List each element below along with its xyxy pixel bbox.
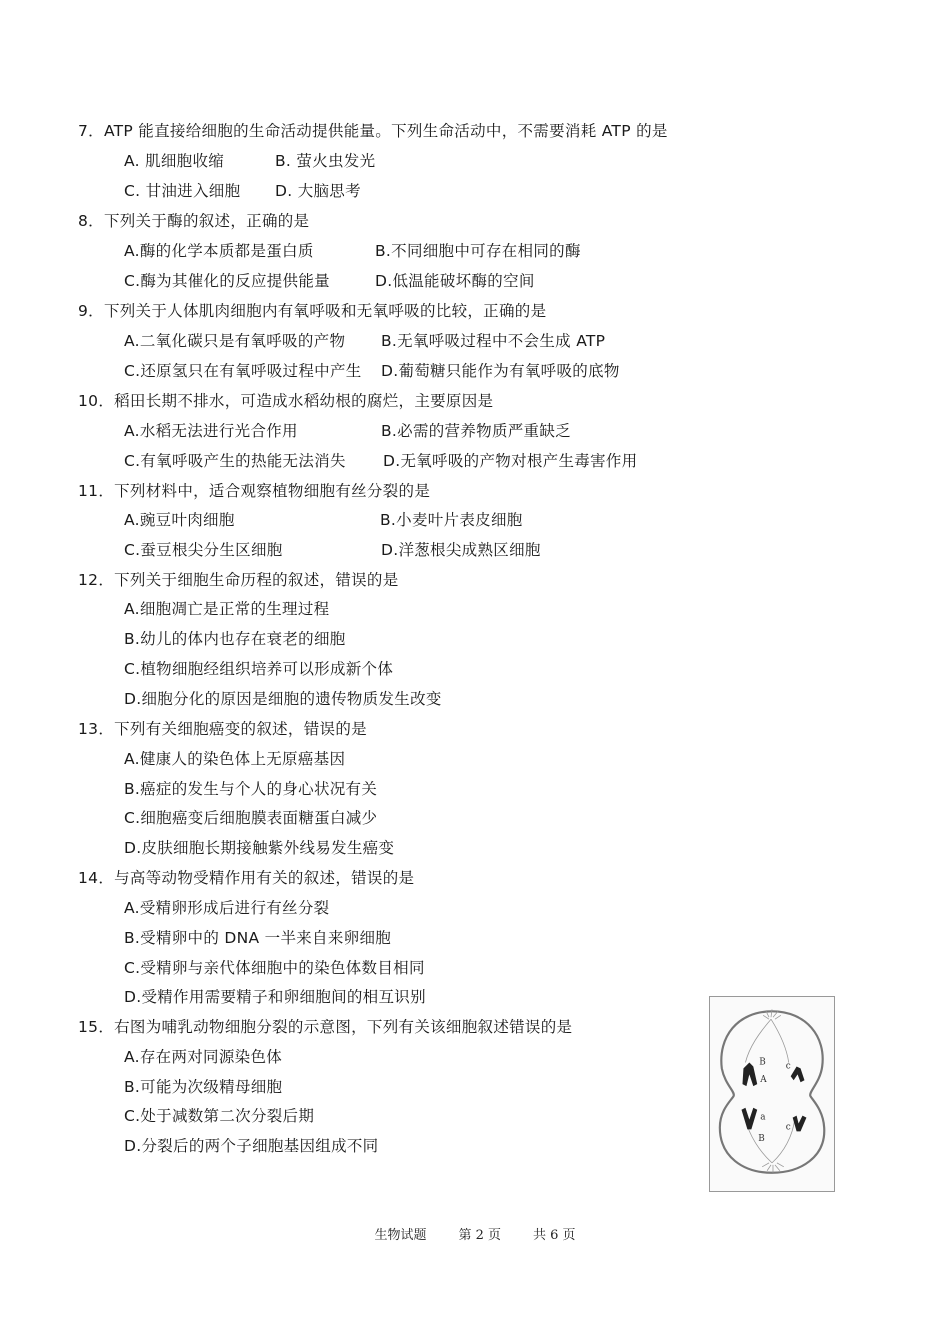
option-10d: D.无氧呼吸的产物对根产生毒害作用 <box>383 452 638 470</box>
option-15c: C.处于减数第二次分裂后期 <box>124 1107 315 1125</box>
option-14b: B.受精卵中的 DNA 一半来自来卵细胞 <box>124 929 392 947</box>
question-12-stem: 12．下列关于细胞生命历程的叙述，错误的是 <box>78 571 399 589</box>
option-15b: B.可能为次级精母细胞 <box>124 1078 283 1096</box>
question-11-stem: 11．下列材料中，适合观察植物细胞有丝分裂的是 <box>78 482 431 500</box>
option-15d: D.分裂后的两个子细胞基因组成不同 <box>124 1137 379 1155</box>
option-9a: A.二氧化碳只是有氧呼吸的产物 <box>124 332 346 350</box>
question-7-stem: 7．ATP 能直接给细胞的生命活动提供能量。下列生命活动中，不需要消耗 ATP 的是 <box>78 122 668 140</box>
option-8a: A.酶的化学本质都是蛋白质 <box>124 242 314 260</box>
question-14-stem: 14．与高等动物受精作用有关的叙述，错误的是 <box>78 869 415 887</box>
option-9c: C.还原氢只在有氧呼吸过程中产生 <box>124 362 362 380</box>
option-12c: C.植物细胞经组织培养可以形成新个体 <box>124 660 394 678</box>
lower-chromosome-right <box>793 1116 807 1132</box>
option-11d: D.洋葱根尖成熟区细胞 <box>381 541 541 559</box>
option-12a: A.细胞凋亡是正常的生理过程 <box>124 600 330 618</box>
option-10c: C.有氧呼吸产生的热能无法消失 <box>124 452 346 470</box>
footer-page-number: 第 2 页 <box>458 1228 501 1243</box>
option-11c: C.蚕豆根尖分生区细胞 <box>124 541 283 559</box>
lower-chromosomes <box>741 1108 806 1132</box>
footer-subject: 生物试题 <box>374 1228 427 1243</box>
option-7d: D. 大脑思考 <box>275 182 361 200</box>
upper-chromosome-left <box>742 1063 757 1087</box>
option-10a: A.水稻无法进行光合作用 <box>124 422 298 440</box>
option-14c: C.受精卵与亲代体细胞中的染色体数目相同 <box>124 959 425 977</box>
label-upper-B: B <box>759 1057 766 1068</box>
cell-division-figure <box>709 996 835 1192</box>
option-8b: B.不同细胞中可存在相同的酶 <box>375 242 581 260</box>
upper-spindle <box>745 1009 788 1062</box>
option-11a: A.豌豆叶肉细胞 <box>124 511 235 529</box>
option-8d: D.低温能破坏酶的空间 <box>375 272 535 290</box>
upper-chromosome-right <box>791 1066 805 1082</box>
label-lower-B: B <box>758 1134 765 1145</box>
option-8c: C.酶为其催化的反应提供能量 <box>124 272 330 290</box>
question-13-stem: 13．下列有关细胞癌变的叙述，错误的是 <box>78 720 367 738</box>
option-14a: A.受精卵形成后进行有丝分裂 <box>124 899 330 917</box>
option-15a: A.存在两对同源染色体 <box>124 1048 283 1066</box>
option-7a: A. 肌细胞收缩 <box>124 152 225 170</box>
cell-membrane <box>720 1011 824 1172</box>
lower-chromosome-left <box>741 1108 757 1130</box>
option-7b: B. 萤火虫发光 <box>275 152 376 170</box>
option-11b: B.小麦叶片表皮细胞 <box>380 511 523 529</box>
label-upper-A: A <box>760 1075 767 1086</box>
footer-total-pages: 共 6 页 <box>533 1228 576 1243</box>
page-footer <box>0 1224 950 1243</box>
option-7c: C. 甘油进入细胞 <box>124 182 241 200</box>
option-12d: D.细胞分化的原因是细胞的遗传物质发生改变 <box>124 690 442 708</box>
option-14d: D.受精作用需要精子和卵细胞间的相互识别 <box>124 988 426 1006</box>
label-lower-c: c <box>785 1122 791 1133</box>
cell-division-diagram <box>710 997 834 1191</box>
option-13c: C.细胞癌变后细胞膜表面糖蛋白减少 <box>124 809 378 827</box>
question-10-stem: 10．稻田长期不排水，可造成水稻幼根的腐烂，主要原因是 <box>78 392 494 410</box>
option-12b: B.幼儿的体内也存在衰老的细胞 <box>124 630 346 648</box>
option-13a: A.健康人的染色体上无原癌基因 <box>124 750 346 768</box>
upper-chromosomes <box>742 1063 804 1087</box>
option-13b: B.癌症的发生与个人的身心状况有关 <box>124 780 378 798</box>
label-upper-c: c <box>785 1061 791 1072</box>
question-15-stem: 15．右图为哺乳动物细胞分裂的示意图，下列有关该细胞叙述错误的是 <box>78 1018 573 1036</box>
question-8-stem: 8．下列关于酶的叙述，正确的是 <box>78 212 310 230</box>
option-10b: B.必需的营养物质严重缺乏 <box>381 422 571 440</box>
option-13d: D.皮肤细胞长期接触紫外线易发生癌变 <box>124 839 395 857</box>
label-lower-a: a <box>760 1112 766 1123</box>
question-9-stem: 9．下列关于人体肌肉细胞内有氧呼吸和无氧呼吸的比较，正确的是 <box>78 302 547 320</box>
option-9b: B.无氧呼吸过程中不会生成 ATP <box>381 332 606 350</box>
option-9d: D.葡萄糖只能作为有氧呼吸的底物 <box>381 362 620 380</box>
